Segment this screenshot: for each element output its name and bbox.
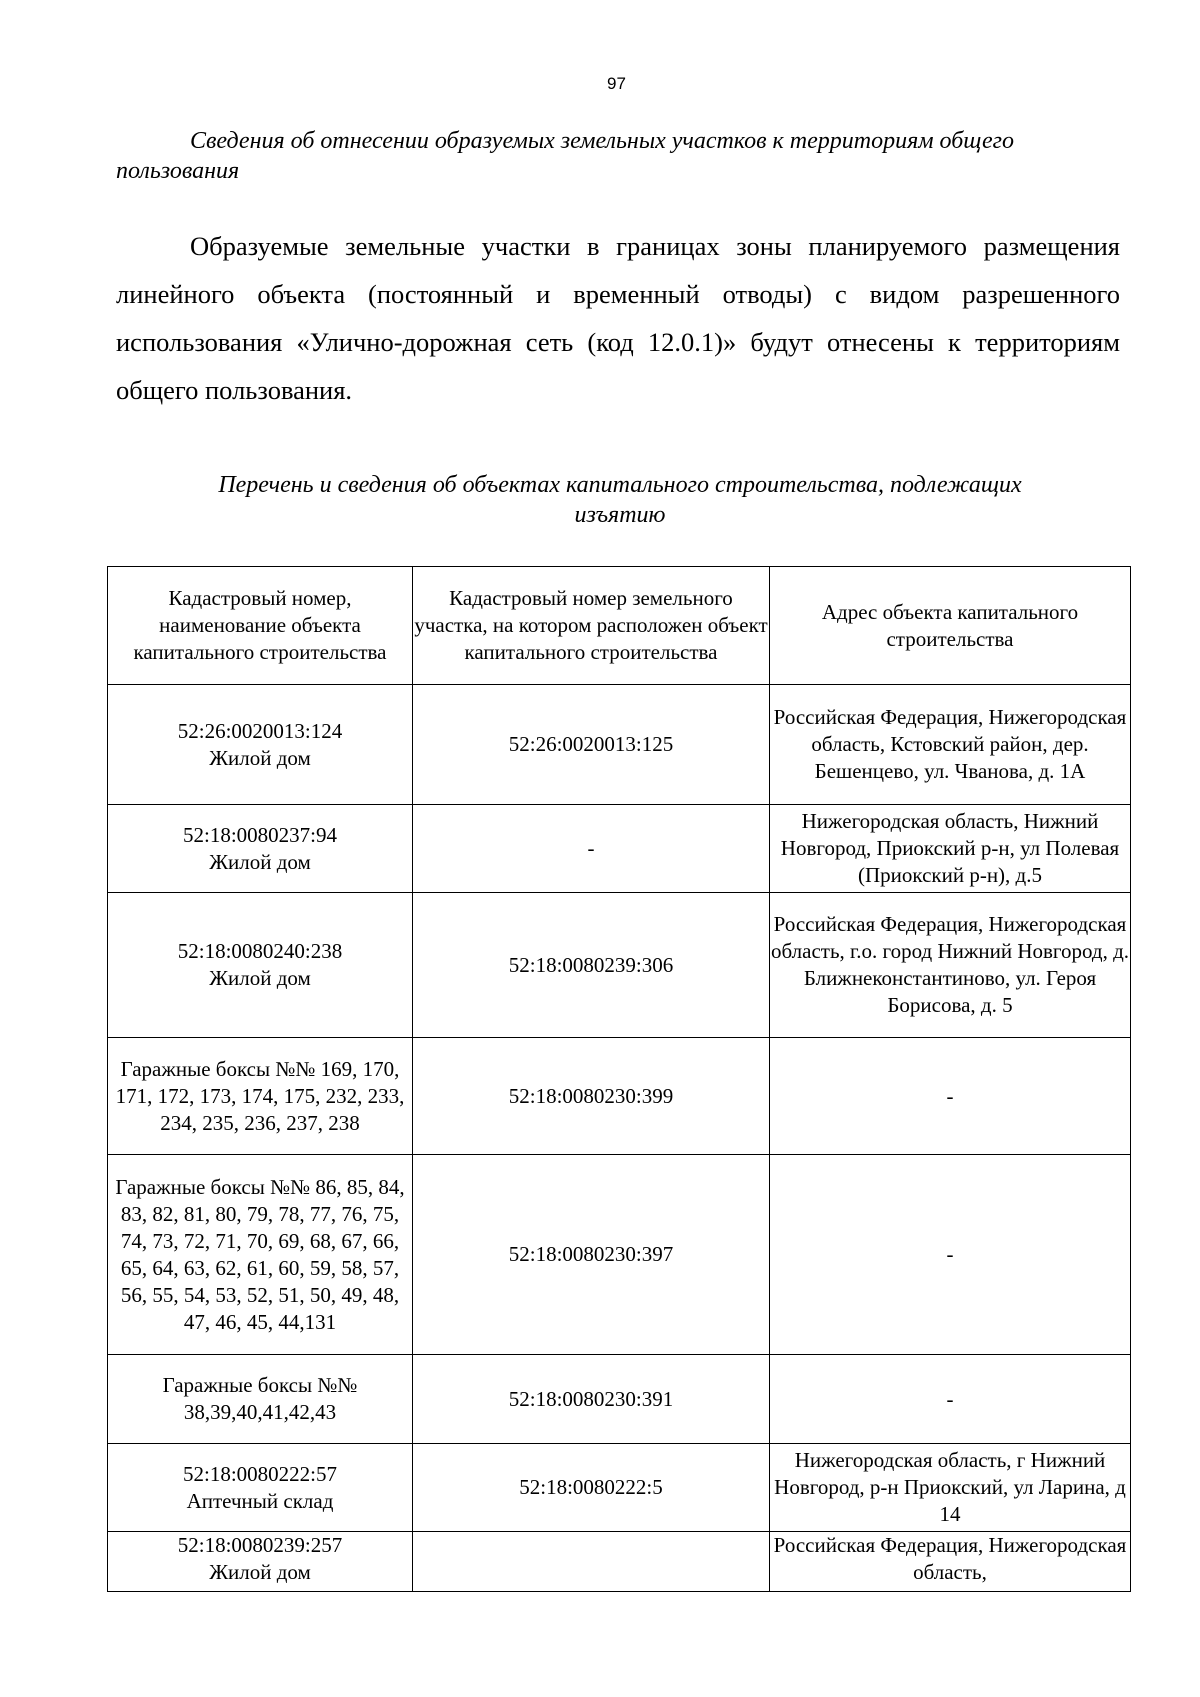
header-address: Адрес объекта капитального строительства [770, 567, 1131, 685]
object-cadastral-number: 52:18:0080240:238 [177, 939, 343, 963]
section-heading-objects-list [120, 470, 1120, 530]
object-cadastral-number: 52:26:0020013:124 [177, 718, 343, 743]
table-row [108, 1355, 1131, 1444]
cell-object [108, 685, 413, 805]
cell-object: Гаражные боксы №№ 86, 85, 84, 83, 82, 81, 80, 79, 78, 77, 76, 75, 74, 73, 72, 71, 70, 69, 68, 67, 66, 65, 64, 63, 62, 61, 60, 59, 58, 57, 56, 55, 54, 53, 52, 51, 50, 49, 48, 47, 46, 45, 44,131 [108, 1155, 413, 1355]
cell-address: - [770, 1355, 1131, 1444]
object-type: Аптечный склад [186, 1488, 334, 1513]
table-header-row [108, 567, 1131, 685]
cell-address: - [770, 1155, 1131, 1355]
cell-object [108, 805, 413, 893]
page-number: 97 [607, 74, 626, 93]
objects-table [107, 566, 1131, 1592]
cell-address: Нижегородская область, г Нижний Новгород, р-н Приокский, ул Ларина, д 14 [770, 1444, 1131, 1532]
object-cadastral-number: 52:18:0080239:257 [177, 1533, 343, 1557]
cell-address: - [770, 1038, 1131, 1155]
body-paragraph: Образуемые земельные участки в границах зоны планируемого размещения линейного объекта (постоянный и временный отводы) с видом разрешенного использования «Улично-дорожная сеть (код 12.0.1)» будут отнесены к территориям общего пользования. [116, 231, 1120, 405]
table-row [108, 805, 1131, 893]
object-cadastral-number: 52:18:0080222:57 [182, 1461, 337, 1486]
cell-address: Российская Федерация, Нижегородская область, г.о. город Нижний Новгород, д. Ближнеконстантиново, ул. Героя Борисова, д. 5 [770, 893, 1131, 1038]
heading-line-2: изъятию [574, 502, 666, 528]
object-type: Жилой дом [209, 745, 311, 770]
cell-object [108, 1532, 413, 1592]
object-type: Жилой дом [209, 966, 311, 990]
cell-address: Российская Федерация, Нижегородская область, [770, 1532, 1131, 1592]
object-type: Жилой дом [209, 849, 311, 874]
cell-address: Нижегородская область, Нижний Новгород, Приокский р-н, ул Полевая (Приокский р-н), д.5 [770, 805, 1131, 893]
table-row [108, 1038, 1131, 1155]
heading-line-1: Перечень и сведения об объектах капитального строительства, подлежащих [218, 472, 1022, 498]
cell-object: Гаражные боксы №№ 169, 170, 171, 172, 173, 174, 175, 232, 233, 234, 235, 236, 237, 238 [108, 1038, 413, 1155]
table-row [108, 1444, 1131, 1532]
cell-parcel: 52:18:0080230:399 [413, 1038, 770, 1155]
table-row [108, 685, 1131, 805]
cell-parcel: 52:18:0080230:397 [413, 1155, 770, 1355]
cell-object [108, 893, 413, 1038]
table-row [108, 893, 1131, 1038]
cell-object: Гаражные боксы №№ 38,39,40,41,42,43 [108, 1355, 413, 1444]
header-parcel-cadastral: Кадастровый номер земельного участка, на котором расположен объект капитального строительства [413, 567, 770, 685]
table-row [108, 1532, 1131, 1592]
object-type: Жилой дом [209, 1560, 311, 1584]
table-row [108, 1155, 1131, 1355]
cell-parcel [413, 1532, 770, 1592]
header-object-cadastral: Кадастровый номер, наименование объекта капитального строительства [108, 567, 413, 685]
cell-object [108, 1444, 413, 1532]
object-cadastral-number: 52:18:0080237:94 [182, 822, 337, 847]
cell-parcel: 52:18:0080230:391 [413, 1355, 770, 1444]
cell-parcel: 52:18:0080222:5 [413, 1444, 770, 1532]
section-heading-public-use: Сведения об отнесении образуемых земельных участков к территориям общего пользования [116, 128, 1015, 184]
cell-parcel: 52:18:0080239:306 [413, 893, 770, 1038]
cell-parcel: 52:26:0020013:125 [413, 685, 770, 805]
cell-parcel: - [413, 805, 770, 893]
cell-address: Российская Федерация, Нижегородская область, Кстовский район, дер. Бешенцево, ул. Чванова, д. 1А [770, 685, 1131, 805]
